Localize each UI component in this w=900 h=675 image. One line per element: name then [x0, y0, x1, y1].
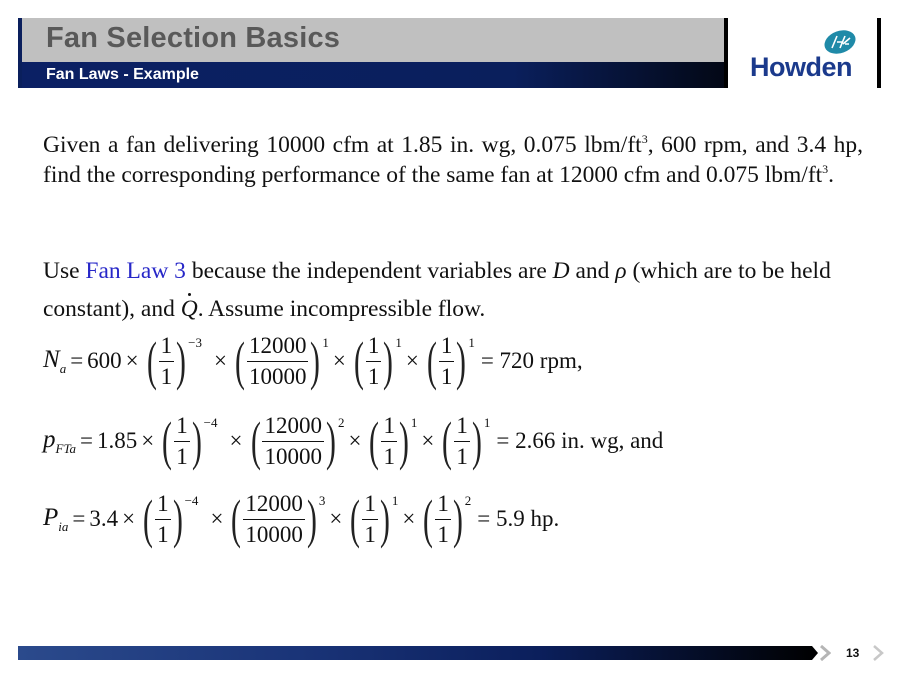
- eq-result: = 2.66 in. wg, and: [496, 428, 664, 453]
- eq-lhs: $p_{FTa}$: [43, 425, 76, 456]
- variable-q-dot: Q: [181, 290, 198, 328]
- times-sign: ×: [421, 428, 435, 453]
- slide-content: [43, 130, 863, 549]
- times-sign: ×: [332, 348, 346, 373]
- slide-title: Fan Selection Basics: [46, 22, 341, 54]
- times-sign: ×: [213, 348, 227, 373]
- times-sign: ×: [229, 428, 243, 453]
- times-sign: ×: [141, 428, 155, 453]
- slide-subtitle: Fan Laws - Example: [46, 66, 199, 83]
- problem-statement: [43, 130, 863, 190]
- ratio-term: ( $\frac{1}{1}$ ) 1: [350, 489, 399, 549]
- ratio-term: ( $\frac{1}{1}$ ) 1: [369, 411, 418, 471]
- ratio-term: ( $\frac{1}{1}$ ) 1: [353, 331, 402, 391]
- title-bar: [22, 18, 724, 62]
- eq-lhs: $N_a$: [43, 345, 67, 376]
- equation-speed: [43, 326, 583, 396]
- eq-lhs: $P_{ia}$: [43, 503, 69, 534]
- ratio-term: ( $\frac{12000}{10000}$ ) 3: [231, 489, 326, 549]
- equals-sign: =: [72, 506, 86, 531]
- approach-statement: [43, 252, 863, 328]
- ratio-term: ( $\frac{1}{1}$ ) −3: [146, 331, 202, 391]
- footer-bar: [18, 646, 818, 660]
- problem-text-1: Given a fan delivering 10000 cfm at 1.85 in. wg, 0.075 lbm/ft: [43, 132, 642, 158]
- times-sign: ×: [122, 506, 136, 531]
- ratio-term: ( $\frac{1}{1}$ ) −4: [162, 411, 218, 471]
- eq-coefficient: 600: [87, 348, 122, 373]
- eq-result: = 720 rpm,: [480, 348, 583, 373]
- subtitle-bar: [22, 62, 724, 88]
- ratio-term: ( $\frac{12000}{10000}$ ) 2: [250, 411, 345, 471]
- howden-logo: [750, 30, 860, 82]
- eq-coefficient: 1.85: [96, 428, 138, 453]
- times-sign: ×: [405, 348, 419, 373]
- ratio-term: ( $\frac{12000}{10000}$ ) 1: [234, 331, 329, 391]
- ratio-term: ( $\frac{1}{1}$ ) 1: [442, 411, 491, 471]
- howden-emblem-icon: [823, 30, 857, 54]
- ratio-term: ( $\frac{1}{1}$ ) 1: [426, 331, 475, 391]
- variable-d: D: [552, 258, 570, 284]
- times-sign: ×: [210, 506, 224, 531]
- approach-text: because the independent variables are: [185, 258, 553, 284]
- chevron-right-icon: [872, 645, 884, 661]
- superscript: 3: [822, 162, 829, 176]
- problem-text-2: , 600 rpm, and 3.4 hp, find the corresponding performance of the same fan at 12000 cfm and 0.075 lbm/ft: [43, 132, 863, 188]
- problem-text-end: .: [828, 162, 835, 188]
- ratio-term: ( $\frac{1}{1}$ ) 2: [423, 489, 472, 549]
- equation-pressure: [43, 406, 663, 476]
- page-number: 13: [846, 646, 860, 660]
- approach-text: . Assume incompressible flow.: [197, 296, 486, 322]
- slide-header: [18, 18, 728, 88]
- variable-rho: ρ: [615, 258, 627, 284]
- approach-text: Use: [43, 258, 86, 284]
- logo-wordmark: Howden: [750, 52, 852, 82]
- equation-power: [43, 484, 559, 554]
- header-right-edge: [724, 18, 728, 88]
- times-sign: ×: [402, 506, 416, 531]
- logo-divider: [877, 18, 881, 88]
- equals-sign: =: [79, 428, 93, 453]
- ratio-term: ( $\frac{1}{1}$ ) −4: [143, 489, 199, 549]
- eq-result: = 5.9 hp.: [477, 506, 560, 531]
- approach-text: and: [569, 258, 616, 284]
- times-sign: ×: [329, 506, 343, 531]
- superscript: 3: [641, 132, 648, 146]
- approach-text: (which are to be held constant), and: [43, 258, 831, 322]
- times-sign: ×: [348, 428, 362, 453]
- times-sign: ×: [125, 348, 139, 373]
- equals-sign: =: [70, 348, 84, 373]
- fan-law-3-link[interactable]: Fan Law 3: [85, 258, 186, 284]
- chevron-right-icon: [819, 645, 831, 661]
- eq-coefficient: 3.4: [89, 506, 119, 531]
